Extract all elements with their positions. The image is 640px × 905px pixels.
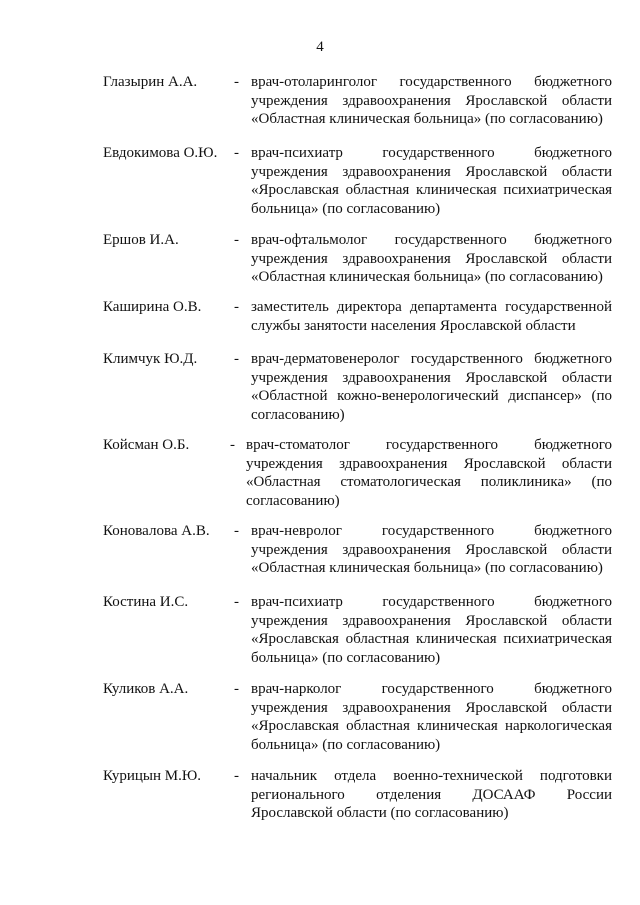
member-description: врач-психиатр государственного бюджетного учреждения здравоохранения Ярославской области «Ярославская областная клиническая психиатрическая больница» (по согласованию) xyxy=(251,145,612,217)
member-name: Евдокимова О.Ю. xyxy=(103,145,218,161)
member-description: заместитель директора департамента государственной службы занятости населения Ярославской области xyxy=(251,299,612,334)
dash-separator: - xyxy=(234,74,239,90)
dash-separator: - xyxy=(234,232,239,248)
member-description: врач-отоларинголог государственного бюджетного учреждения здравоохранения Ярославской области «Областная клиническая больница» (по согласованию) xyxy=(251,74,612,127)
dash-separator: - xyxy=(234,351,239,367)
member-name: Костина И.С. xyxy=(103,594,189,610)
dash-separator: - xyxy=(230,437,235,453)
member-description: врач-нарколог государственного бюджетного учреждения здравоохранения Ярославской области «Ярославская областная клиническая наркологическая больница» (по согласованию) xyxy=(251,681,612,753)
member-name: Курицын М.Ю. xyxy=(103,768,202,784)
dash-separator: - xyxy=(234,145,239,161)
dash-separator: - xyxy=(234,299,239,315)
dash-separator: - xyxy=(234,681,239,697)
dash-separator: - xyxy=(234,523,239,539)
dash-separator: - xyxy=(234,768,239,784)
member-name: Коновалова А.В. xyxy=(103,523,210,539)
page-number: 4 xyxy=(316,39,324,55)
member-name: Куликов А.А. xyxy=(103,681,189,697)
member-name: Глазырин А.А. xyxy=(103,74,198,90)
member-name: Климчук Ю.Д. xyxy=(103,351,198,367)
member-name: Койсман О.Б. xyxy=(103,437,190,453)
member-name: Ершов И.А. xyxy=(103,232,179,248)
dash-separator: - xyxy=(234,594,239,610)
member-description: врач-психиатр государственного бюджетного учреждения здравоохранения Ярославской области «Ярославская областная клиническая психиатрическая больница» (по согласованию) xyxy=(251,594,612,666)
member-name: Каширина О.В. xyxy=(103,299,202,315)
member-description: врач-стоматолог государственного бюджетного учреждения здравоохранения Ярославской области «Областная стоматологическая поликлиника» (по согласованию) xyxy=(246,437,612,509)
member-description: врач-офтальмолог государственного бюджетного учреждения здравоохранения Ярославской области «Областная клиническая больница» (по согласованию) xyxy=(251,232,612,285)
member-description: врач-дерматовенеролог государственного бюджетного учреждения здравоохранения Ярославской области «Областной кожно-венерологический диспансер» (по согласованию) xyxy=(251,351,612,423)
member-description: врач-невролог государственного бюджетного учреждения здравоохранения Ярославской области «Областная клиническая больница» (по согласованию) xyxy=(251,523,612,576)
member-description: начальник отдела военно-технической подготовки регионального отделения ДОСААФ России Ярославской области (по согласованию) xyxy=(251,768,612,821)
